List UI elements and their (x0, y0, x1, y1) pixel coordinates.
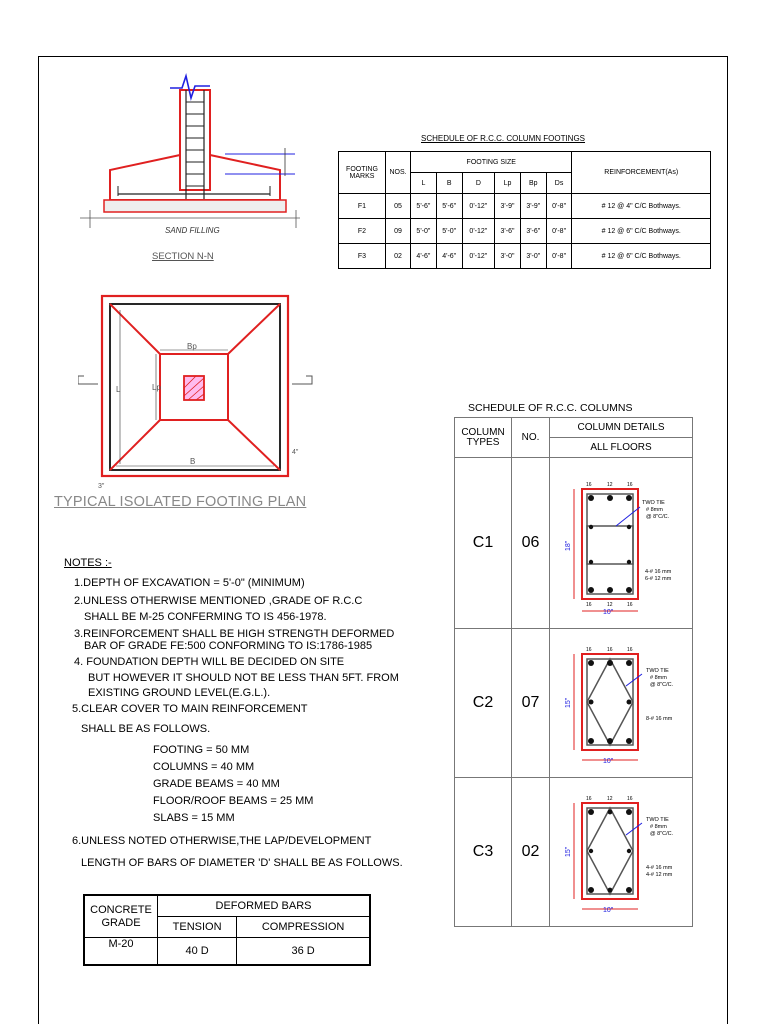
lp-label: Lp (152, 383, 161, 392)
cover-line: SLABS = 15 MM (153, 811, 235, 824)
cell-l: 4'-6" (411, 244, 437, 269)
table-row (84, 938, 370, 966)
bp-label: Bp (187, 342, 197, 351)
bars-note: 6-# 12 mm (645, 576, 672, 582)
cell-compression: 36 D (237, 938, 370, 966)
cell-bp: 3'-0" (520, 244, 546, 269)
bar-mark: 16 (627, 647, 633, 653)
bar-mark: 12 (607, 796, 613, 802)
footing-schedule-table (338, 151, 711, 269)
note-line: 5.CLEAR COVER TO MAIN REINFORCEMENT (72, 702, 308, 715)
cell-b: 4'-6" (436, 244, 462, 269)
b-label: B (190, 457, 196, 466)
cell-reinf: # 12 @ 6" C/C Bothways. (572, 244, 711, 269)
tie-note: @ 8"C/C. (646, 514, 670, 520)
tie-note: # 8mm (650, 824, 667, 830)
cell-mark: F1 (339, 194, 386, 219)
bar-mark: 16 (586, 647, 592, 653)
bar-mark: 12 (607, 482, 613, 488)
header-nos: NOS. (386, 152, 411, 194)
cell-lp: 3'-6" (495, 219, 521, 244)
bar-mark: 16 (586, 602, 592, 608)
sand-filling-label: SAND FILLING (165, 226, 220, 235)
header-reinforcement: REINFORCEMENT(As) (572, 152, 711, 194)
header-compression: COMPRESSION (237, 917, 370, 938)
header-column-details: COLUMN DETAILS (550, 418, 693, 438)
cell-b: 5'-0" (436, 219, 462, 244)
cell-d: 0'-12" (462, 194, 495, 219)
footing-section-drawing (70, 70, 310, 250)
cell-mark: F2 (339, 219, 386, 244)
column-width: 10" (603, 758, 614, 765)
header-all-floors: ALL FLOORS (550, 438, 693, 458)
cover-line: FOOTING = 50 MM (153, 743, 250, 756)
cover-line: GRADE BEAMS = 40 MM (153, 777, 280, 790)
cell-lp: 3'-0" (495, 244, 521, 269)
cell-mark: F3 (339, 244, 386, 269)
tie-note: # 8mm (646, 507, 663, 513)
table-row (339, 219, 711, 244)
notes-heading: NOTES :- (64, 557, 112, 569)
note-line: EXISTING GROUND LEVEL(E.G.L.). (88, 687, 271, 699)
column-width: 10" (603, 609, 614, 616)
cell-d: 0'-12" (462, 244, 495, 269)
column-detail-c1 (550, 458, 693, 629)
tie-note: TWO TIE (646, 668, 669, 674)
bars-note: 4-# 16 mm (646, 865, 673, 871)
note-line: SHALL BE AS FOLLOWS. (81, 723, 211, 735)
cell-nos: 09 (386, 219, 411, 244)
header-bp: Bp (520, 173, 546, 194)
column-detail-c3 (550, 778, 693, 927)
footing-schedule-title: SCHEDULE OF R.C.C. COLUMN FOOTINGS (421, 134, 586, 143)
bar-mark: 16 (586, 796, 592, 802)
cell-tension: 40 D (158, 938, 237, 966)
tie-note: @ 8"C/C. (650, 831, 674, 837)
cell-l: 5'-6" (411, 194, 437, 219)
column-width: 10" (603, 907, 614, 914)
table-row (455, 458, 693, 629)
bar-mark: 16 (627, 482, 633, 488)
note-line: 4. FOUNDATION DEPTH WILL BE DECIDED ON SITE (74, 656, 345, 668)
column-depth: 15" (565, 697, 572, 708)
cell-nos: 02 (386, 244, 411, 269)
header-d: D (462, 173, 495, 194)
table-row (339, 244, 711, 269)
bar-mark: 12 (607, 602, 613, 608)
table-row (455, 778, 693, 927)
cell-d: 0'-12" (462, 219, 495, 244)
cell-nos: 05 (386, 194, 411, 219)
header-footing-marks: FOOTING MARKS (339, 152, 386, 194)
cell-lp: 3'-9" (495, 194, 521, 219)
note-line: 2.UNLESS OTHERWISE MENTIONED ,GRADE OF R.C.C (74, 595, 363, 607)
bar-mark: 16 (627, 602, 633, 608)
header-b: B (436, 173, 462, 194)
cell-reinf: # 12 @ 6" C/C Bothways. (572, 219, 711, 244)
cell-column-type: C1 (455, 458, 512, 629)
note-line: BAR OF GRADE FE:500 CONFORMING TO IS:1786-1985 (84, 640, 373, 652)
column-depth: 15" (565, 846, 572, 857)
footing-plan-drawing (78, 292, 318, 492)
table-row (455, 629, 693, 778)
bars-note: 4-# 12 mm (646, 872, 673, 878)
tie-note: @ 8"C/C. (650, 682, 674, 688)
note-line: 3.REINFORCEMENT SHALL BE HIGH STRENGTH DEFORMED (74, 628, 395, 640)
note-line: BUT HOWEVER IT SHOULD NOT BE LESS THAN 5FT. FROM (88, 671, 399, 684)
header-lp: Lp (495, 173, 521, 194)
column-schedule-table (454, 417, 693, 927)
cell-column-no: 07 (512, 629, 550, 778)
cell-b: 5'-6" (436, 194, 462, 219)
plan-caption: TYPICAL ISOLATED FOOTING PLAN (54, 494, 307, 510)
cell-bp: 3'-6" (520, 219, 546, 244)
cell-bp: 3'-9" (520, 194, 546, 219)
header-ds: Ds (546, 173, 572, 194)
cell-grade: M-20 (84, 938, 158, 966)
cell-l: 5'-0" (411, 219, 437, 244)
dim-3-label: 3" (98, 483, 105, 490)
cell-ds: 0'-8" (546, 194, 572, 219)
dim-4-label: 4" (292, 449, 299, 456)
header-l: L (411, 173, 437, 194)
l-label: L (116, 385, 121, 394)
bars-note: 8-# 16 mm (646, 716, 673, 722)
cover-line: COLUMNS = 40 MM (153, 760, 255, 773)
notes-block (64, 556, 403, 872)
cover-line: FLOOR/ROOF BEAMS = 25 MM (153, 794, 314, 807)
cell-column-type: C3 (455, 778, 512, 927)
bars-note: 4-# 16 mm (645, 569, 672, 575)
note-line: 1.DEPTH OF EXCAVATION = 5'-0" (MINIMUM) (74, 576, 305, 589)
section-caption: SECTION N-N (152, 251, 214, 262)
bar-mark: 16 (627, 796, 633, 802)
header-footing-size: FOOTING SIZE (411, 152, 572, 173)
note-line: SHALL BE M-25 CONFERMING TO IS 456-1978. (84, 610, 327, 623)
cell-ds: 0'-8" (546, 244, 572, 269)
header-deformed-bars: DEFORMED BARS (158, 895, 371, 917)
header-tension: TENSION (158, 917, 237, 938)
cell-column-type: C2 (455, 629, 512, 778)
tie-note: # 8mm (650, 675, 667, 681)
tie-note: TWO TIE (642, 500, 665, 506)
cell-column-no: 02 (512, 778, 550, 927)
column-detail-c2 (550, 629, 693, 778)
header-concrete-grade: CONCRETE GRADE (84, 895, 158, 938)
bar-mark: 16 (607, 647, 613, 653)
column-schedule-title: SCHEDULE OF R.C.C. COLUMNS (468, 402, 633, 414)
header-column-types: COLUMN TYPES (455, 418, 512, 458)
table-row (339, 194, 711, 219)
note-line: LENGTH OF BARS OF DIAMETER 'D' SHALL BE AS FOLLOWS. (81, 857, 403, 869)
lap-length-table (83, 894, 371, 966)
note-line: 6.UNLESS NOTED OTHERWISE,THE LAP/DEVELOPMENT (72, 834, 372, 847)
bar-mark: 16 (586, 482, 592, 488)
cell-reinf: # 12 @ 4" C/C Bothways. (572, 194, 711, 219)
cell-ds: 0'-8" (546, 219, 572, 244)
tie-note: TWO TIE (646, 817, 669, 823)
cell-column-no: 06 (512, 458, 550, 629)
column-depth: 18" (565, 540, 572, 551)
header-no: NO. (512, 418, 550, 458)
